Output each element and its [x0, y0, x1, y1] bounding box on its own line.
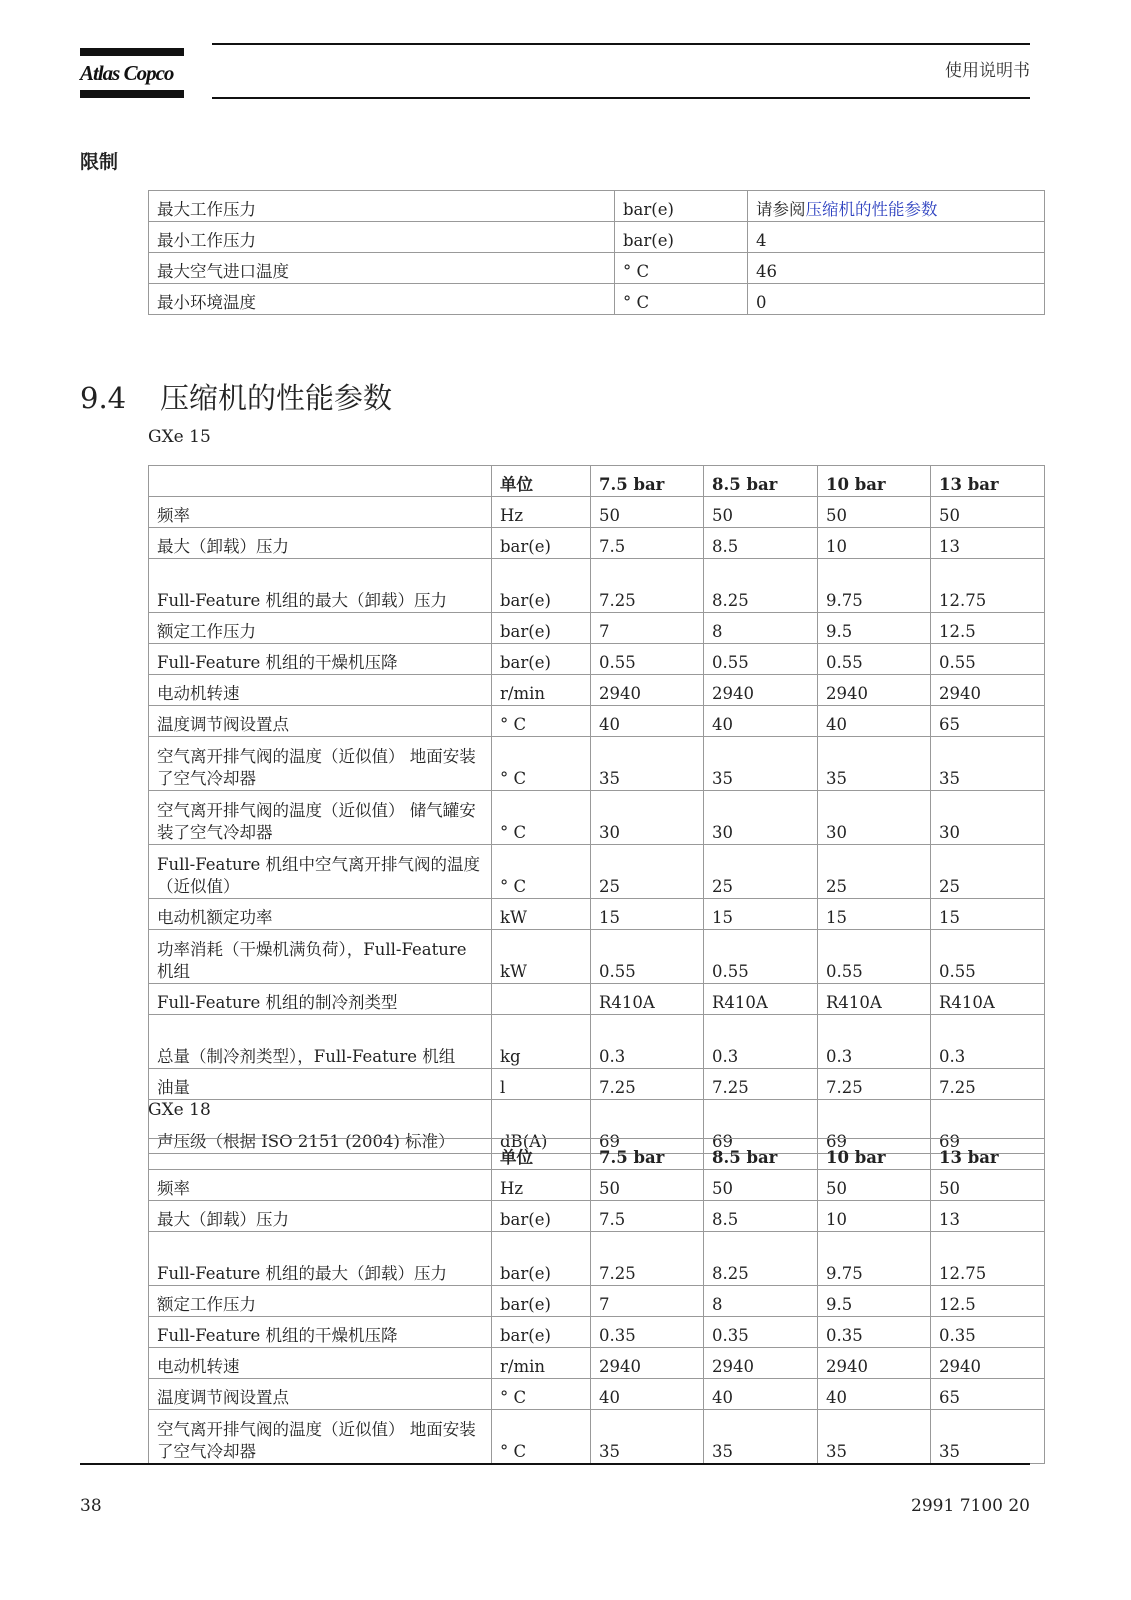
unit-cell: bar(e)	[492, 644, 591, 675]
value-cell: 35	[591, 1410, 704, 1464]
table-row	[149, 737, 1045, 791]
value-cell: 7.25	[931, 1069, 1045, 1100]
column-header: 13 bar	[931, 1139, 1045, 1170]
unit-cell: bar(e)	[492, 613, 591, 644]
header-bottom-rule	[212, 97, 1030, 99]
row-label-cell: 频率	[149, 497, 492, 528]
table-row	[149, 222, 1045, 253]
value-cell: 7.25	[591, 559, 704, 613]
value-cell: R410A	[591, 984, 704, 1015]
limit-value-prefix: 请参阅	[756, 200, 806, 219]
logo-top-bar	[80, 48, 184, 56]
footer-rule	[80, 1463, 1030, 1465]
row-label-cell: 空气离开排气阀的温度（近似值） 储气罐安装了空气冷却器	[149, 791, 492, 845]
table-row	[149, 845, 1045, 899]
table-row	[149, 253, 1045, 284]
value-cell: 7.25	[818, 1069, 931, 1100]
unit-cell: ° C	[492, 737, 591, 791]
value-cell: 35	[818, 1410, 931, 1464]
value-cell: 35	[591, 737, 704, 791]
value-cell: 2940	[591, 675, 704, 706]
value-cell: 8.5	[704, 528, 818, 559]
unit-cell: bar(e)	[492, 1201, 591, 1232]
value-cell: 2940	[591, 1348, 704, 1379]
limit-label-cell: 最小工作压力	[149, 222, 615, 253]
row-label-cell: Full-Feature 机组的最大（卸载）压力	[149, 559, 492, 613]
column-header: 单位	[492, 466, 591, 497]
value-cell: 0.55	[591, 644, 704, 675]
value-cell: 10	[818, 528, 931, 559]
value-cell: 69	[591, 1100, 704, 1154]
value-cell: 8	[704, 613, 818, 644]
gxe15-performance-table	[148, 465, 1045, 1154]
gxe18-performance-table	[148, 1138, 1045, 1464]
column-header	[149, 466, 492, 497]
value-cell: 2940	[931, 1348, 1045, 1379]
chapter-number: 9.4	[80, 381, 127, 415]
value-cell: 0.55	[931, 644, 1045, 675]
unit-cell: ° C	[492, 1379, 591, 1410]
value-cell: 7.25	[704, 1069, 818, 1100]
table-row	[149, 930, 1045, 984]
value-cell: 69	[818, 1100, 931, 1154]
value-cell: 2940	[818, 675, 931, 706]
table-row	[149, 1348, 1045, 1379]
row-label-cell: 最大（卸载）压力	[149, 528, 492, 559]
value-cell: 7.5	[591, 1201, 704, 1232]
row-label-cell: Full-Feature 机组的干燥机压降	[149, 1317, 492, 1348]
value-cell: 25	[591, 845, 704, 899]
row-label-cell: Full-Feature 机组的制冷剂类型	[149, 984, 492, 1015]
row-label-cell: 声压级（根据 ISO 2151 (2004) 标准）	[149, 1100, 492, 1154]
row-label-cell: 空气离开排气阀的温度（近似值） 地面安装了空气冷却器	[149, 1410, 492, 1464]
row-label-cell: 功率消耗（干燥机满负荷），Full-Feature 机组	[149, 930, 492, 984]
limits-heading: 限制	[80, 151, 119, 173]
value-cell: 50	[931, 1170, 1045, 1201]
value-cell: 0.55	[818, 644, 931, 675]
value-cell: 40	[591, 706, 704, 737]
table-row	[149, 497, 1045, 528]
value-cell: 40	[591, 1379, 704, 1410]
table-row	[149, 791, 1045, 845]
table-row	[149, 984, 1045, 1015]
document-code: 2991 7100 20	[911, 1496, 1030, 1516]
row-label-cell: Full-Feature 机组中空气离开排气阀的温度（近似值）	[149, 845, 492, 899]
value-cell: 50	[591, 1170, 704, 1201]
unit-cell: kW	[492, 899, 591, 930]
limit-label-cell: 最大空气进口温度	[149, 253, 615, 284]
value-cell: 8.5	[704, 1201, 818, 1232]
row-label-cell: 温度调节阀设置点	[149, 1379, 492, 1410]
table-row	[149, 613, 1045, 644]
value-cell: 12.75	[931, 1232, 1045, 1286]
header-top-rule	[212, 43, 1030, 45]
row-label-cell: Full-Feature 机组的最大（卸载）压力	[149, 1232, 492, 1286]
page-number: 38	[80, 1496, 102, 1516]
value-cell: 9.5	[818, 613, 931, 644]
row-label-cell: 额定工作压力	[149, 1286, 492, 1317]
value-cell: 12.75	[931, 559, 1045, 613]
value-cell: 2940	[931, 675, 1045, 706]
value-cell: 35	[931, 1410, 1045, 1464]
value-cell: 69	[704, 1100, 818, 1154]
value-cell: 13	[931, 528, 1045, 559]
value-cell: 15	[931, 899, 1045, 930]
value-cell: 15	[704, 899, 818, 930]
table-header-row	[149, 1139, 1045, 1170]
limit-unit-cell: ° C	[615, 284, 748, 315]
value-cell: 30	[818, 791, 931, 845]
value-cell: 8	[704, 1286, 818, 1317]
value-cell: 7.25	[591, 1232, 704, 1286]
value-cell: R410A	[931, 984, 1045, 1015]
value-cell: 50	[704, 497, 818, 528]
value-cell: 65	[931, 706, 1045, 737]
unit-cell: ° C	[492, 706, 591, 737]
value-cell: 35	[704, 1410, 818, 1464]
unit-cell: dB(A)	[492, 1100, 591, 1154]
column-header: 单位	[492, 1139, 591, 1170]
value-cell: 10	[818, 1201, 931, 1232]
table-row	[149, 675, 1045, 706]
unit-cell: r/min	[492, 1348, 591, 1379]
logo-wordmark: Atlas Copco	[80, 61, 174, 85]
table-row	[149, 1232, 1045, 1286]
table-row	[149, 1317, 1045, 1348]
model-label-gxe18: GXe 18	[148, 1100, 211, 1120]
limits-table	[148, 190, 1045, 315]
value-cell: 0.35	[591, 1317, 704, 1348]
unit-cell: bar(e)	[492, 1232, 591, 1286]
value-cell: 12.5	[931, 1286, 1045, 1317]
value-cell: 7.25	[591, 1069, 704, 1100]
value-cell: 8.25	[704, 559, 818, 613]
table-row	[149, 706, 1045, 737]
performance-data-link[interactable]: 压缩机的性能参数	[805, 200, 938, 219]
table-row	[149, 191, 1045, 222]
value-cell: 2940	[704, 1348, 818, 1379]
value-cell: 0.35	[704, 1317, 818, 1348]
row-label-cell: 油量	[149, 1069, 492, 1100]
value-cell: 13	[931, 1201, 1045, 1232]
unit-cell: ° C	[492, 1410, 591, 1464]
value-cell: 7.5	[591, 528, 704, 559]
limit-label-cell: 最大工作压力	[149, 191, 615, 222]
value-cell: 0.3	[591, 1015, 704, 1069]
row-label-cell: 额定工作压力	[149, 613, 492, 644]
row-label-cell: 总量（制冷剂类型），Full-Feature 机组	[149, 1015, 492, 1069]
value-cell: 15	[818, 899, 931, 930]
table-row	[149, 1286, 1045, 1317]
column-header: 8.5 bar	[704, 1139, 818, 1170]
value-cell: 0.3	[931, 1015, 1045, 1069]
unit-cell: bar(e)	[492, 559, 591, 613]
value-cell: 12.5	[931, 613, 1045, 644]
table-header-row	[149, 466, 1045, 497]
unit-cell: bar(e)	[492, 1286, 591, 1317]
limit-unit-cell: bar(e)	[615, 191, 748, 222]
limit-label-cell: 最小环境温度	[149, 284, 615, 315]
unit-cell: kg	[492, 1015, 591, 1069]
row-label-cell: 频率	[149, 1170, 492, 1201]
value-cell: 50	[818, 1170, 931, 1201]
row-label-cell: 电动机额定功率	[149, 899, 492, 930]
value-cell: 50	[591, 497, 704, 528]
row-label-cell: 电动机转速	[149, 1348, 492, 1379]
value-cell: 9.75	[818, 559, 931, 613]
unit-cell	[492, 984, 591, 1015]
value-cell: 0.55	[704, 644, 818, 675]
value-cell: 0.3	[818, 1015, 931, 1069]
row-label-cell: 最大（卸载）压力	[149, 1201, 492, 1232]
column-header: 7.5 bar	[591, 1139, 704, 1170]
row-label-cell: Full-Feature 机组的干燥机压降	[149, 644, 492, 675]
table-row	[149, 1170, 1045, 1201]
unit-cell: ° C	[492, 791, 591, 845]
table-row	[149, 528, 1045, 559]
limit-value-cell: 4	[748, 222, 1045, 253]
unit-cell: l	[492, 1069, 591, 1100]
row-label-cell: 温度调节阀设置点	[149, 706, 492, 737]
value-cell: 50	[704, 1170, 818, 1201]
value-cell: 0.55	[591, 930, 704, 984]
limit-value-cell: 46	[748, 253, 1045, 284]
value-cell: 8.25	[704, 1232, 818, 1286]
value-cell: 9.75	[818, 1232, 931, 1286]
unit-cell: ° C	[492, 845, 591, 899]
chapter-title: 压缩机的性能参数	[160, 381, 393, 415]
value-cell: 65	[931, 1379, 1045, 1410]
value-cell: 2940	[704, 675, 818, 706]
document-title: 使用说明书	[945, 61, 1030, 81]
unit-cell: Hz	[492, 1170, 591, 1201]
value-cell: 30	[704, 791, 818, 845]
value-cell: 40	[704, 1379, 818, 1410]
value-cell: 7	[591, 1286, 704, 1317]
unit-cell: r/min	[492, 675, 591, 706]
limit-value-cell	[748, 191, 1045, 222]
chapter-heading	[80, 378, 392, 418]
model-label-gxe15: GXe 15	[148, 427, 211, 447]
value-cell: 0.35	[818, 1317, 931, 1348]
column-header: 10 bar	[818, 1139, 931, 1170]
column-header: 10 bar	[818, 466, 931, 497]
value-cell: 0.3	[704, 1015, 818, 1069]
value-cell: 40	[818, 1379, 931, 1410]
value-cell: R410A	[818, 984, 931, 1015]
value-cell: 30	[931, 791, 1045, 845]
limit-value-cell: 0	[748, 284, 1045, 315]
value-cell: 35	[931, 737, 1045, 791]
unit-cell: kW	[492, 930, 591, 984]
table-row	[149, 559, 1045, 613]
value-cell: 25	[818, 845, 931, 899]
table-row	[149, 284, 1045, 315]
logo-bottom-bar	[80, 90, 184, 98]
value-cell: 9.5	[818, 1286, 931, 1317]
table-row	[149, 1015, 1045, 1069]
value-cell: 25	[704, 845, 818, 899]
column-header	[149, 1139, 492, 1170]
value-cell: 40	[818, 706, 931, 737]
value-cell: 30	[591, 791, 704, 845]
column-header: 13 bar	[931, 466, 1045, 497]
unit-cell: bar(e)	[492, 528, 591, 559]
value-cell: 2940	[818, 1348, 931, 1379]
atlas-copco-logo	[80, 48, 184, 98]
row-label-cell: 电动机转速	[149, 675, 492, 706]
table-row	[149, 1410, 1045, 1464]
value-cell: 40	[704, 706, 818, 737]
table-row	[149, 1379, 1045, 1410]
value-cell: 0.55	[704, 930, 818, 984]
table-row	[149, 1201, 1045, 1232]
row-label-cell: 空气离开排气阀的温度（近似值） 地面安装了空气冷却器	[149, 737, 492, 791]
value-cell: 7	[591, 613, 704, 644]
value-cell: 69	[931, 1100, 1045, 1154]
value-cell: 0.55	[931, 930, 1045, 984]
table-row	[149, 899, 1045, 930]
unit-cell: bar(e)	[492, 1317, 591, 1348]
column-header: 8.5 bar	[704, 466, 818, 497]
value-cell: 15	[591, 899, 704, 930]
column-header: 7.5 bar	[591, 466, 704, 497]
value-cell: 0.35	[931, 1317, 1045, 1348]
limit-unit-cell: ° C	[615, 253, 748, 284]
value-cell: R410A	[704, 984, 818, 1015]
value-cell: 35	[818, 737, 931, 791]
table-row	[149, 1069, 1045, 1100]
unit-cell: Hz	[492, 497, 591, 528]
value-cell: 25	[931, 845, 1045, 899]
value-cell: 0.55	[818, 930, 931, 984]
value-cell: 35	[704, 737, 818, 791]
value-cell: 50	[931, 497, 1045, 528]
value-cell: 50	[818, 497, 931, 528]
table-row	[149, 644, 1045, 675]
limit-unit-cell: bar(e)	[615, 222, 748, 253]
